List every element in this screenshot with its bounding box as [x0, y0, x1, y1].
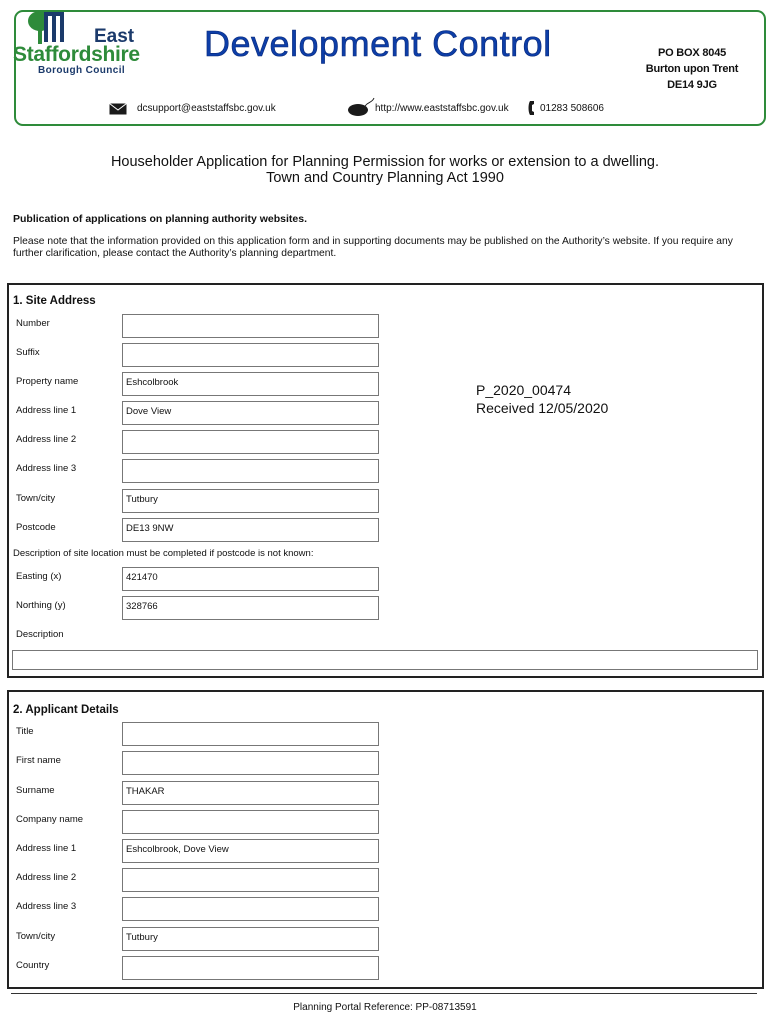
publication-note: Please note that the information provided on this application form and in supporting documents may be published on the Authority’s website. If you require any further clarification, please contact the Authority’s planning department. [13, 236, 733, 259]
applicant-title-field[interactable] [122, 722, 379, 746]
site-suffix-field[interactable] [122, 343, 379, 367]
northing-field[interactable]: 328766 [122, 596, 379, 620]
address-line-2-label: Address line 2 [16, 434, 77, 445]
applicant-address-line-1-label: Address line 1 [16, 843, 77, 854]
applicant-address-line-2-label: Address line 2 [16, 872, 77, 883]
envelope-icon [109, 103, 127, 115]
first-name-label: First name [16, 755, 61, 766]
country-field[interactable] [122, 956, 379, 980]
property-name-label: Property name [16, 376, 79, 387]
applicant-title-label: Title [16, 726, 34, 737]
address-line-town: Burton upon Trent [645, 63, 739, 75]
application-reference-stamp: P_2020_00474 [476, 382, 571, 398]
site-town-field[interactable]: Tutbury [122, 489, 379, 513]
logo-east-text: East [94, 26, 135, 47]
planning-portal-reference: Planning Portal Reference: PP-08713591 [293, 1002, 477, 1013]
applicant-details-section [7, 690, 764, 989]
applicant-address-line-2-field[interactable] [122, 868, 379, 892]
site-description-field[interactable] [12, 650, 758, 670]
form-title: Householder Application for Planning Permission for works or extension to a dwelling. [110, 154, 660, 170]
site-address-section [7, 283, 764, 678]
publication-heading: Publication of applications on planning authority websites. [13, 213, 308, 225]
received-date-stamp: Received 12/05/2020 [476, 400, 609, 416]
site-postcode-field[interactable]: DE13 9NW [122, 518, 379, 542]
address-line-postcode: DE14 9JG [667, 79, 717, 91]
mouse-icon [347, 97, 375, 117]
applicant-address-line-3-label: Address line 3 [16, 901, 77, 912]
applicant-address-line-1-field[interactable]: Eshcolbrook, Dove View [122, 839, 379, 863]
postcode-label: Postcode [16, 522, 56, 533]
email-link[interactable]: dcsupport@eaststaffsbc.gov.uk [137, 103, 276, 114]
logo-staffordshire-text: Staffordshire [13, 43, 140, 66]
company-name-label: Company name [16, 814, 84, 825]
location-note: Description of site location must be completed if postcode is not known: [13, 548, 314, 559]
site-number-field[interactable] [122, 314, 379, 338]
northing-label: Northing (y) [16, 600, 66, 611]
website-link[interactable]: http://www.eaststaffsbc.gov.uk [375, 103, 509, 114]
site-property-name-field[interactable]: Eshcolbrook [122, 372, 379, 396]
footer-divider [11, 993, 757, 994]
easting-field[interactable]: 421470 [122, 567, 379, 591]
applicant-details-heading: 2. Applicant Details [13, 704, 119, 716]
applicant-address-line-3-field[interactable] [122, 897, 379, 921]
phone-number: 01283 508606 [540, 103, 604, 114]
country-label: Country [16, 960, 50, 971]
site-address-line-2-field[interactable] [122, 430, 379, 454]
council-logo-tree-icon [26, 10, 68, 46]
form-act: Town and Country Planning Act 1990 [266, 170, 504, 186]
surname-label: Surname [16, 785, 55, 796]
suffix-label: Suffix [16, 347, 40, 358]
phone-icon [527, 100, 537, 116]
company-name-field[interactable] [122, 810, 379, 834]
first-name-field[interactable] [122, 751, 379, 775]
applicant-town-field[interactable]: Tutbury [122, 927, 379, 951]
address-line-pobox: PO BOX 8045 [657, 47, 727, 59]
easting-label: Easting (x) [16, 571, 62, 582]
site-address-line-3-field[interactable] [122, 459, 379, 483]
logo-borough-council-text: Borough Council [38, 65, 126, 76]
town-label: Town/city [16, 493, 56, 504]
description-label: Description [16, 629, 64, 640]
site-address-line-1-field[interactable]: Dove View [122, 401, 379, 425]
address-line-1-label: Address line 1 [16, 405, 77, 416]
number-label: Number [16, 318, 50, 329]
page-title: Development Control [204, 23, 552, 64]
site-address-heading: 1. Site Address [13, 295, 96, 307]
surname-field[interactable]: THAKAR [122, 781, 379, 805]
address-line-3-label: Address line 3 [16, 463, 77, 474]
applicant-town-label: Town/city [16, 931, 56, 942]
